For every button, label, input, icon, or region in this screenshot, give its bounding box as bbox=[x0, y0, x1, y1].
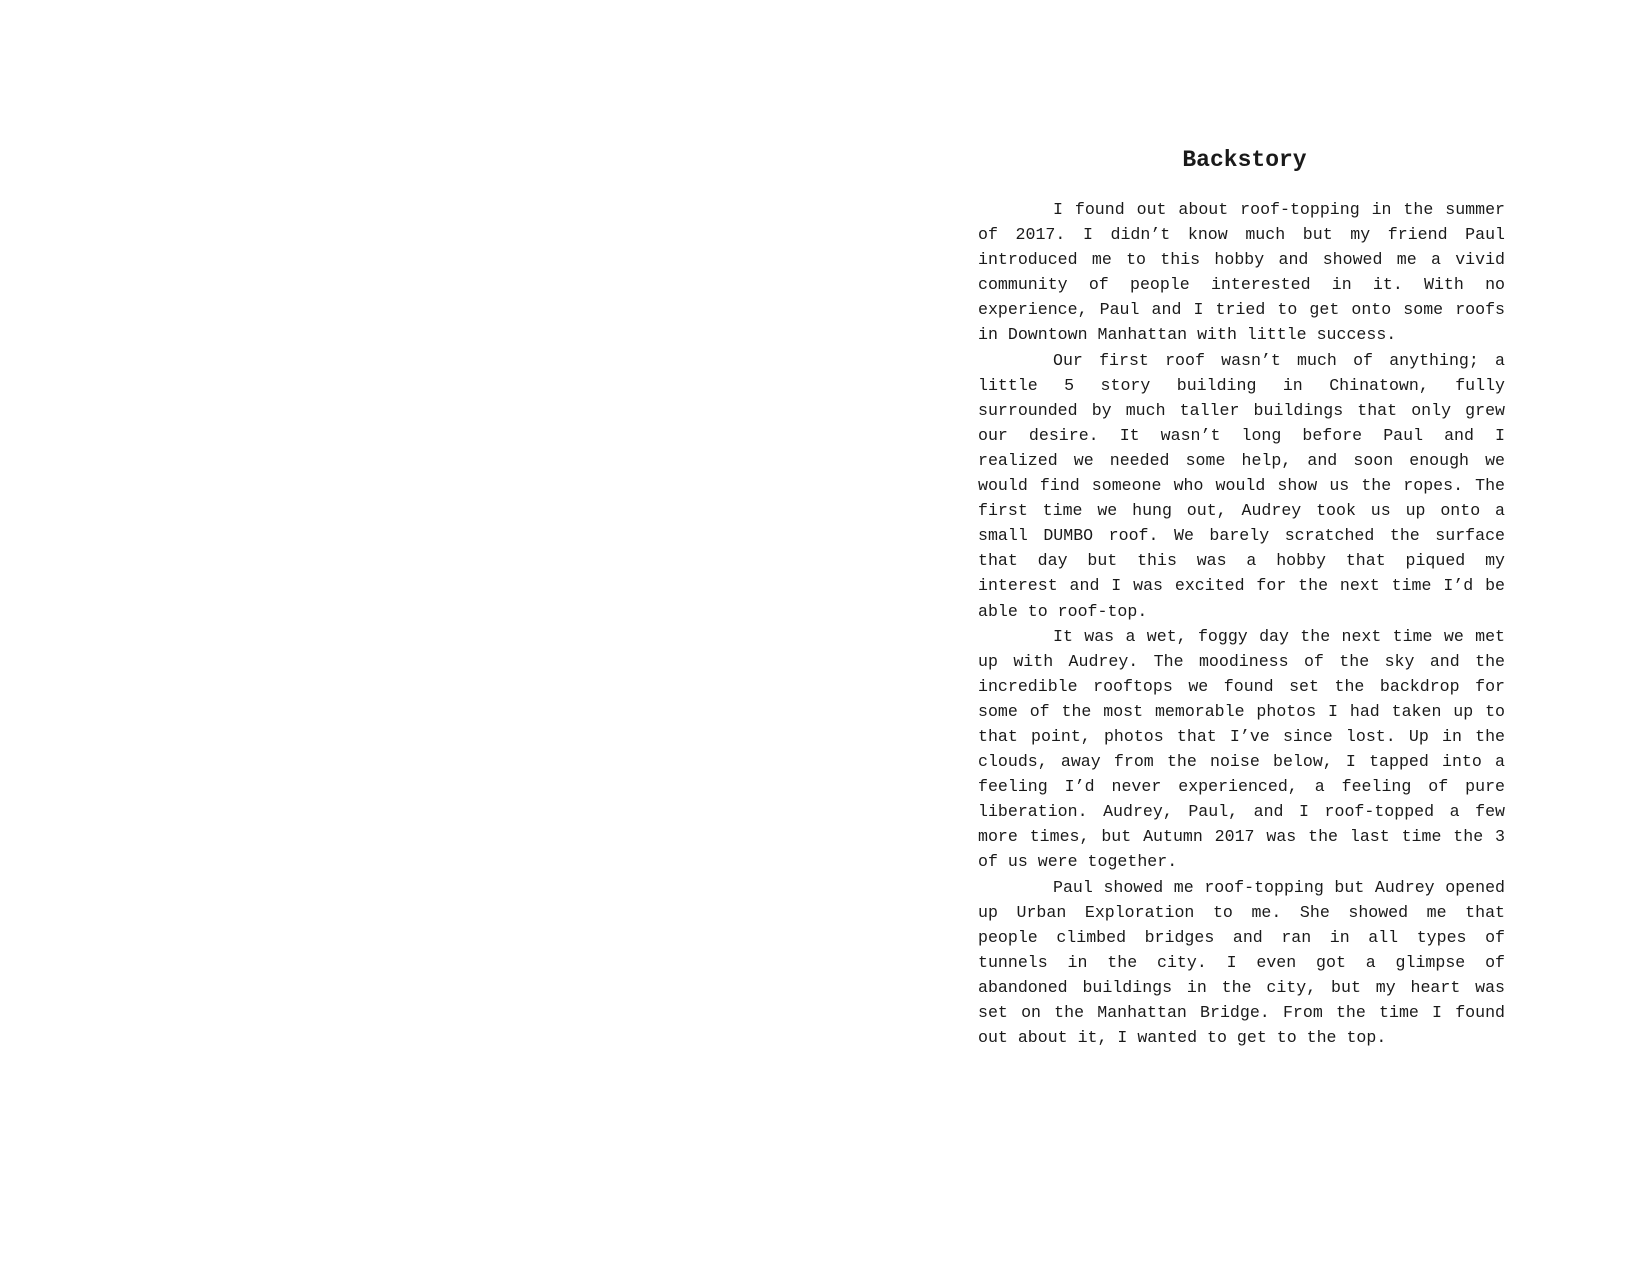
chapter-body bbox=[978, 143, 1505, 1050]
right-page bbox=[825, 0, 1650, 1275]
paragraph-1: I found out about roof-topping in the summer of 2017. I didn’t know much but my friend Paul introduced me to this hobby and showed me a vivid community of people interested in it. With no experience, Paul and I tried to get onto some roofs in Downtown Manhattan with little success. bbox=[978, 200, 1505, 345]
chapter-title: Backstory bbox=[1182, 147, 1307, 173]
paragraph-4: Paul showed me roof-topping but Audrey opened up Urban Exploration to me. She showed me that people climbed bridges and ran in all types of tunnels in the city. I even got a glimpse of abandoned buildings in the city, but my heart was set on the Manhattan Bridge. From the time I found out about it, I wanted to get to the top. bbox=[978, 877, 1505, 1048]
paragraph-3: It was a wet, foggy day the next time we met up with Audrey. The moodiness of the sky and the incredible rooftops we found set the backdrop for some of the most memorable photos I had taken up to that point, photos that I’ve since lost. Up in the clouds, away from the noise below, I tapped into a feeling I’d never experienced, a feeling of pure liberation. Audrey, Paul, and I roof-topped a few more times, but Autumn 2017 was the last time the 3 of us were together. bbox=[978, 626, 1505, 872]
paragraph-2: Our first roof wasn’t much of anything; a little 5 story building in Chinatown, fully surrounded by much taller buildings that only grew our desire. It wasn’t long before Paul and I realized we needed some help, and soon enough we would find someone who would show us the ropes. The first time we hung out, Audrey took us up onto a small DUMBO roof. We barely scratched the surface that day but this was a hobby that piqued my interest and I was excited for the next time I’d be able to roof-top. bbox=[978, 350, 1505, 621]
